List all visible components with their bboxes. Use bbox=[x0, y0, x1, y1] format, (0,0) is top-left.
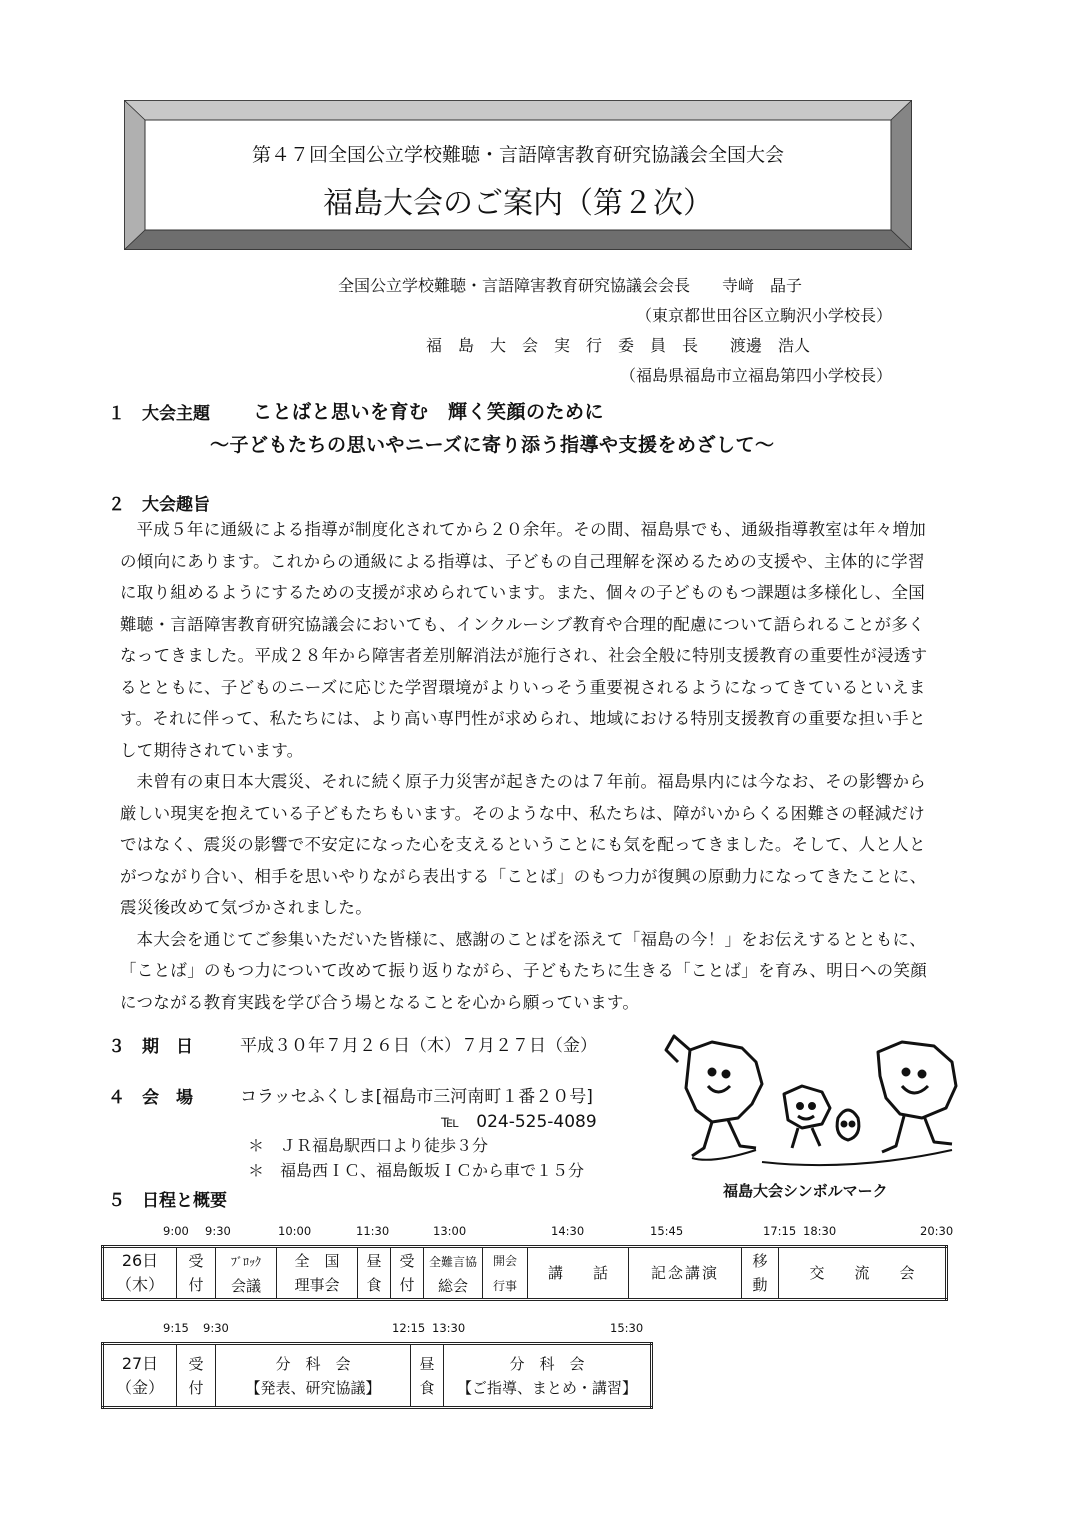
session-general-assembly: 全難言協 総会 bbox=[424, 1247, 483, 1300]
symbol-mark-caption: 福島大会シンボルマーク bbox=[723, 1182, 888, 1200]
session-opening-ceremony: 開会 行事 bbox=[483, 1247, 528, 1300]
time-tick: 15:30 bbox=[610, 1321, 644, 1335]
session-reception: 受 付 bbox=[177, 1344, 216, 1408]
committee-chair-name: 福 島 大 会 実 行 委 員 長 渡邊 浩人 bbox=[426, 336, 811, 355]
section3-heading: ３ 期 日 bbox=[108, 1037, 193, 1057]
time-tick: 20:30 bbox=[920, 1224, 954, 1238]
session-board-meeting: 全 国 理事会 bbox=[277, 1247, 358, 1300]
committee-chair-school: （福島県福島市立福島第四小学校長） bbox=[619, 366, 892, 385]
title-frame bbox=[124, 100, 912, 250]
section2-heading: ２ 大会趣旨 bbox=[108, 495, 210, 515]
time-tick: 9:30 bbox=[205, 1224, 231, 1238]
session-reception: 受 付 bbox=[177, 1247, 216, 1300]
purpose-text bbox=[120, 514, 930, 1018]
symbol-mark-image bbox=[652, 1022, 970, 1172]
section5-heading: ５ 日程と概要 bbox=[108, 1191, 227, 1211]
page-title: 福島大会のご案内（第２次） bbox=[323, 186, 713, 221]
time-tick: 13:00 bbox=[433, 1224, 467, 1238]
time-tick: 10:00 bbox=[278, 1224, 312, 1238]
president-school: （東京都世田谷区立駒沢小学校長） bbox=[635, 306, 892, 325]
theme-main: ことばと思いを育む 輝く笑顔のために bbox=[253, 401, 605, 423]
schedule-day1 bbox=[101, 1245, 948, 1301]
session-transfer: 移 動 bbox=[742, 1247, 779, 1300]
session-lunch: 昼 食 bbox=[411, 1344, 444, 1408]
time-tick: 9:00 bbox=[163, 1224, 189, 1238]
schedule-day2 bbox=[101, 1342, 653, 1409]
session-subcommittee-am: 分 科 会 【発表、研究協議】 bbox=[216, 1344, 411, 1408]
session-lecture: 講 話 bbox=[528, 1247, 629, 1300]
event-title: 第４７回全国公立学校難聴・言語障害教育研究協議会全国大会 bbox=[251, 144, 784, 166]
section1-heading: １ 大会主題 bbox=[108, 404, 210, 424]
purpose-paragraph: 平成５年に通級による指導が制度化されてから２０余年。その間、福島県でも、通級指導教室は年々増加の傾向にあります。これからの通級による指導は、子どもの自己理解を深めるための支援や、主体的に学習に取り組めるようにするための支援が求められています。また、個々の子どものもつ課題は多様化し、全国難聴・言語障害教育研究協議会においても、インクルーシブ教育や合理的配慮について語られることが多くなってきました。平成２８年から障害者差別解消法が施行され、社会全般に特別支援教育の重要性が浸透するとともに、子どものニーズに応じた学習環境がよりいっそう重要視されるようになってきているといえます。それに伴って、私たちには、より高い専門性が求められ、地域における特別支援教育の重要な担い手として期待されています。 bbox=[120, 520, 928, 760]
session-reception: 受 付 bbox=[391, 1247, 424, 1300]
time-tick: 12:15 bbox=[392, 1321, 426, 1335]
time-tick: 14:30 bbox=[551, 1224, 585, 1238]
venue: コラッセふくしま[福島市三河南町１番２０号] bbox=[240, 1087, 593, 1107]
session-social: 交 流 会 bbox=[779, 1247, 947, 1300]
purpose-paragraph: 未曾有の東日本大震災、それに続く原子力災害が起きたのは７年前。福島県内には今なお、その影響から厳しい現実を抱えている子どもたちもいます。そのような中、私たちは、障がいからくる困難さの軽減だけではなく、震災の影響で不安定になった心を支えるということにも気を配ってきました。そして、人と人とがつながり合い、相手を思いやりながら表出する「ことば」のもつ力が復興の原動力になってきたことに、震災後改めて気づかされました。 bbox=[120, 772, 927, 917]
access-note: ＊ ＪＲ福島駅西口より徒歩３分 bbox=[248, 1136, 489, 1155]
president-name: 全国公立学校難聴・言語障害教育研究協議会会長 寺﨑 晶子 bbox=[338, 276, 803, 295]
time-tick: 17:15 bbox=[763, 1224, 797, 1238]
day1-date: 26日 （木） bbox=[103, 1247, 177, 1300]
session-block-meeting: ﾌﾞﾛｯｸ 会議 bbox=[216, 1247, 277, 1300]
time-tick: 13:30 bbox=[432, 1321, 466, 1335]
event-dates: 平成３０年７月２６日（木）７月２７日（金） bbox=[240, 1036, 597, 1056]
venue-phone: ℡ 024-525-4089 bbox=[441, 1112, 597, 1132]
session-lunch: 昼 食 bbox=[358, 1247, 391, 1300]
time-tick: 9:30 bbox=[203, 1321, 229, 1335]
session-keynote: 記念講演 bbox=[629, 1247, 742, 1300]
time-tick: 18:30 bbox=[803, 1224, 837, 1238]
time-tick: 11:30 bbox=[356, 1224, 390, 1238]
session-subcommittee-pm: 分 科 会 【ご指導、まとめ・講習】 bbox=[444, 1344, 652, 1408]
purpose-paragraph: 本大会を通じてご参集いただいた皆様に、感謝のことばを添えて「福島の今！」をお伝えするとともに、「ことば」のもつ力について改めて振り返りながら、子どもたちに生きる「ことば」を育み、明日への笑顔につながる教育実践を学び合う場となることを心から願っています。 bbox=[120, 929, 928, 1012]
day2-date: 27日 （金） bbox=[103, 1344, 177, 1408]
access-note: ＊ 福島西ＩＣ、福島飯坂ＩＣから車で１５分 bbox=[248, 1161, 585, 1180]
time-tick: 9:15 bbox=[163, 1321, 189, 1335]
theme-sub: ～子どもたちの思いやニーズに寄り添う指導や支援をめざして～ bbox=[210, 434, 775, 456]
time-tick: 15:45 bbox=[650, 1224, 684, 1238]
section4-heading: ４ 会 場 bbox=[108, 1088, 193, 1108]
